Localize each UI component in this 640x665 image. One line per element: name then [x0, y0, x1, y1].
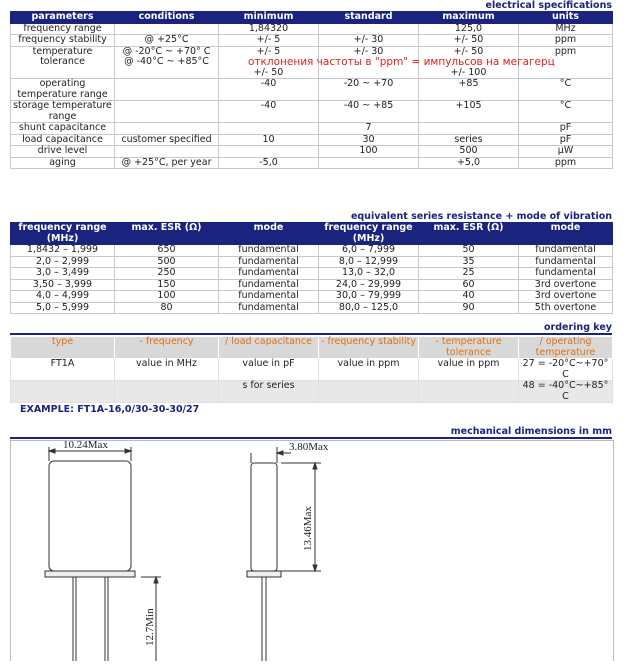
column-header: mode [519, 223, 613, 245]
crystal-outline-svg [11, 441, 613, 661]
column-header: - temperature tolerance [419, 337, 519, 359]
table-cell: -40 ~ +85 [319, 101, 419, 123]
table-cell: -40 [219, 101, 319, 123]
ppm-annotation: отклонения частоты в "ppm" = импульсов на мегагерц [248, 56, 555, 68]
table-cell: +/- 50 [419, 35, 519, 47]
crystal-base-front [45, 571, 135, 577]
crystal-body-side [251, 463, 277, 571]
table-cell: 5th overtone [519, 302, 613, 314]
column-header: conditions [115, 12, 219, 24]
table-cell: 13,0 – 32,0 [319, 268, 419, 280]
table-cell: fundamental [219, 245, 319, 257]
column-header: type [11, 337, 115, 359]
table-cell: temperature tolerance [11, 46, 115, 79]
table-cell [319, 23, 419, 35]
table-row [11, 245, 613, 257]
table-cell [219, 123, 319, 135]
table-cell: 6,0 – 7,999 [319, 245, 419, 257]
table-cell: μW [519, 146, 613, 158]
table-cell: 48 = -40°C~+85° C [519, 381, 613, 403]
column-header: frequency range (MHz) [11, 223, 115, 245]
table-cell: +/- 50 +/- 100 [419, 46, 519, 79]
column-header: frequency range (MHz) [319, 223, 419, 245]
table-cell: value in ppm [319, 359, 419, 381]
table-cell: -20 ~ +70 [319, 79, 419, 101]
column-header: mode [219, 223, 319, 245]
table-cell: 650 [115, 245, 219, 257]
table-cell: +/- 30 [319, 46, 419, 79]
table-cell: 27 = -20°C~+70° C [519, 359, 613, 381]
table-cell: 50 [419, 245, 519, 257]
table-cell: 5,0 – 5,999 [11, 302, 115, 314]
table-row [11, 134, 613, 146]
table-cell [319, 157, 419, 169]
column-header: minimum [219, 12, 319, 24]
table-cell: 25 [419, 268, 519, 280]
table-cell: MHz [519, 23, 613, 35]
table-row [11, 146, 613, 158]
column-header: - frequency [115, 337, 219, 359]
table-cell: value in ppm [419, 359, 519, 381]
crystal-body-front [49, 461, 131, 571]
table-cell: +105 [419, 101, 519, 123]
table-cell: aging [11, 157, 115, 169]
table-cell [219, 146, 319, 158]
table-cell: fundamental [219, 256, 319, 268]
table-cell: pF [519, 123, 613, 135]
table-row [11, 291, 613, 303]
table-cell: frequency range [11, 23, 115, 35]
table-cell [115, 23, 219, 35]
table-cell: 35 [419, 256, 519, 268]
table-cell: 60 [419, 279, 519, 291]
table-cell [319, 381, 419, 403]
table-cell: +/- 5 +/- 50 [219, 46, 319, 79]
table-cell [115, 101, 219, 123]
table-row [11, 279, 613, 291]
table-cell: ppm [519, 46, 613, 79]
table-cell [115, 123, 219, 135]
column-header: max. ESR (Ω) [115, 223, 219, 245]
table-cell: 90 [419, 302, 519, 314]
table-cell: 80,0 – 125,0 [319, 302, 419, 314]
table-cell: fundamental [519, 245, 613, 257]
table-row [11, 23, 613, 35]
table-cell: frequency stability [11, 35, 115, 47]
table-cell: ppm [519, 157, 613, 169]
ordering-section-title: ordering key [544, 322, 612, 333]
table-cell: 3,50 – 3,999 [11, 279, 115, 291]
table-cell: 24,0 – 29,999 [319, 279, 419, 291]
table-cell: series [419, 134, 519, 146]
column-header: / operating temperature [519, 337, 613, 359]
table-row [11, 35, 613, 47]
table-cell: pF [519, 134, 613, 146]
esr-section-title: equivalent series resistance + mode of vibration [350, 211, 612, 222]
table-cell: °C [519, 101, 613, 123]
mechanical-section-title: mechanical dimensions in mm [450, 426, 612, 437]
table-cell: s for series [219, 381, 319, 403]
table-cell [11, 381, 115, 403]
table-cell: 125,0 [419, 23, 519, 35]
table-cell: customer specified [115, 134, 219, 146]
column-header: standard [319, 12, 419, 24]
table-cell [115, 381, 219, 403]
table-cell: +/- 5 [219, 35, 319, 47]
esr-table [10, 222, 613, 314]
table-cell [115, 146, 219, 158]
table-cell: -40 [219, 79, 319, 101]
table-cell: operating temperature range [11, 79, 115, 101]
width-dimension-label: 10.24Max [63, 441, 108, 451]
table-cell: @ +25°C, per year [115, 157, 219, 169]
table-row [11, 256, 613, 268]
table-cell: load capacitance [11, 134, 115, 146]
table-cell: fundamental [519, 256, 613, 268]
table-row [11, 123, 613, 135]
table-cell: fundamental [219, 268, 319, 280]
table-cell: +85 [419, 79, 519, 101]
table-cell: 3rd overtone [519, 279, 613, 291]
ordering-key-table [10, 336, 613, 403]
table-row [11, 359, 613, 381]
table-row [11, 79, 613, 101]
table-cell: 10 [219, 134, 319, 146]
table-cell: 250 [115, 268, 219, 280]
table-cell: 80 [115, 302, 219, 314]
table-row [11, 381, 613, 403]
electrical-section-title: electrical specifications [485, 0, 612, 11]
table-cell: fundamental [219, 302, 319, 314]
table-cell [419, 381, 519, 403]
table-cell: fundamental [519, 268, 613, 280]
table-cell: -5,0 [219, 157, 319, 169]
mechanical-drawing [10, 440, 614, 661]
table-cell: drive level [11, 146, 115, 158]
table-cell: FT1A [11, 359, 115, 381]
table-row [11, 157, 613, 169]
table-cell: 4,0 – 4,999 [11, 291, 115, 303]
column-header: maximum [419, 12, 519, 24]
mechanical-divider [10, 437, 612, 439]
electrical-spec-table [10, 11, 613, 169]
table-cell: 8,0 – 12,999 [319, 256, 419, 268]
table-cell: 100 [115, 291, 219, 303]
table-cell [115, 79, 219, 101]
table-cell: fundamental [219, 291, 319, 303]
depth-dimension-label: 3.80Max [289, 441, 329, 453]
column-header: units [519, 12, 613, 24]
table-cell: 3,0 – 3,499 [11, 268, 115, 280]
table-cell: value in pF [219, 359, 319, 381]
table-cell: 30,0 – 79,999 [319, 291, 419, 303]
table-cell: +5,0 [419, 157, 519, 169]
table-cell: 500 [115, 256, 219, 268]
table-cell: 150 [115, 279, 219, 291]
ordering-divider [10, 333, 612, 335]
table-cell: 3rd overtone [519, 291, 613, 303]
table-cell: storage temperature range [11, 101, 115, 123]
table-cell: °C [519, 79, 613, 101]
table-cell: @ +25°C [115, 35, 219, 47]
ordering-example: EXAMPLE: FT1A-16,0/30-30-30/27 [20, 404, 200, 415]
table-cell: shunt capacitance [11, 123, 115, 135]
table-cell: 1,8432 – 1,999 [11, 245, 115, 257]
table-cell: 7 [319, 123, 419, 135]
table-row [11, 302, 613, 314]
table-row [11, 268, 613, 280]
table-cell [419, 123, 519, 135]
table-cell: 2,0 – 2,999 [11, 256, 115, 268]
column-header: max. ESR (Ω) [419, 223, 519, 245]
table-cell: 40 [419, 291, 519, 303]
table-cell: 30 [319, 134, 419, 146]
table-cell: +/- 30 [319, 35, 419, 47]
table-cell: 100 [319, 146, 419, 158]
column-header: parameters [11, 12, 115, 24]
lead-length-label: 12.7Min [144, 608, 156, 646]
column-header: / load capacitance [219, 337, 319, 359]
table-cell: 1,84320 [219, 23, 319, 35]
table-cell: ppm [519, 35, 613, 47]
table-cell: fundamental [219, 279, 319, 291]
table-cell: 500 [419, 146, 519, 158]
table-cell: @ -20°C ~ +70° C @ -40°C ~ +85°C [115, 46, 219, 79]
column-header: - frequency stability [319, 337, 419, 359]
table-row [11, 101, 613, 123]
height-dimension-label: 13.46Max [302, 506, 314, 551]
table-cell: value in MHz [115, 359, 219, 381]
